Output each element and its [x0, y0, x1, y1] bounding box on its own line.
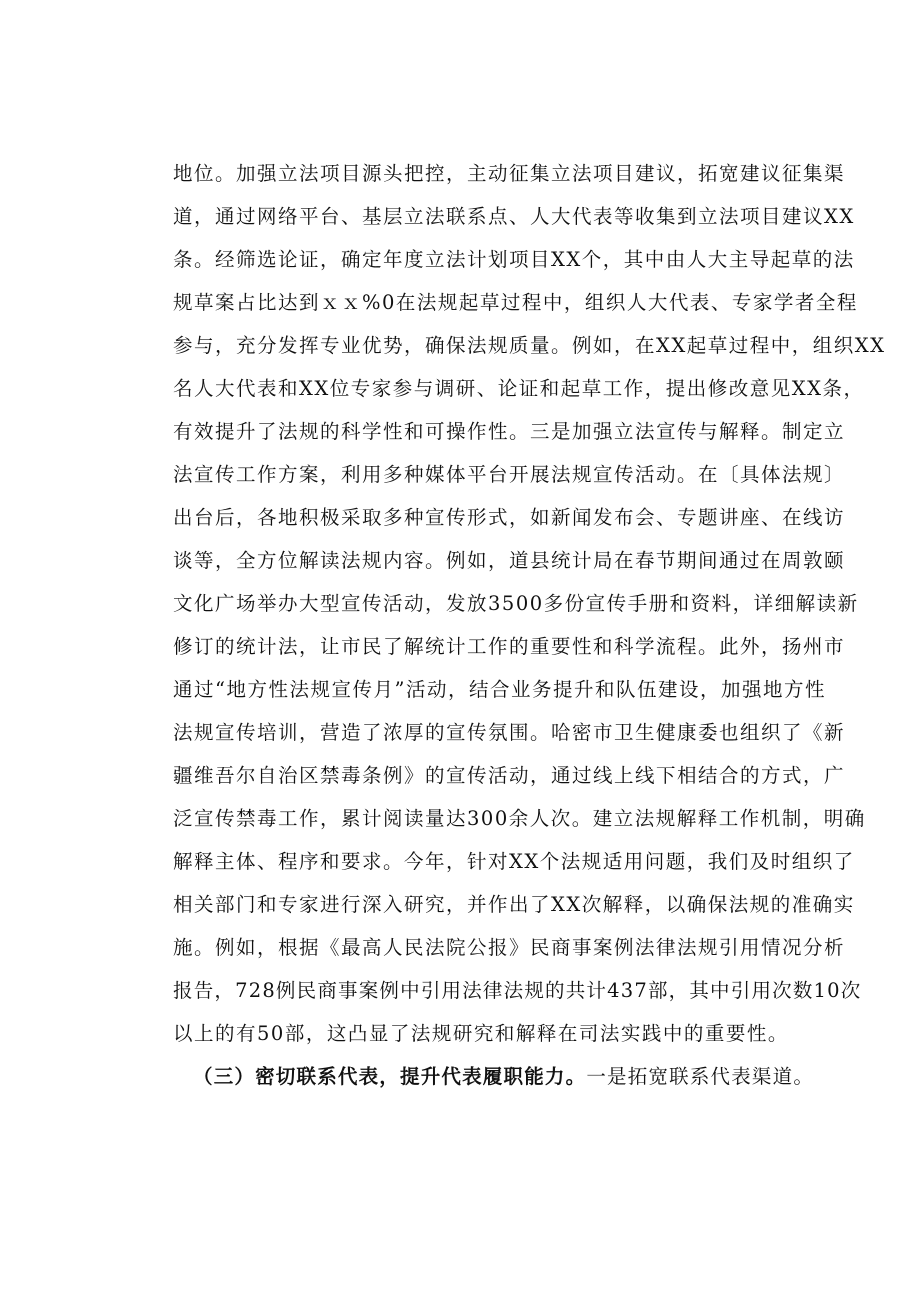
paragraph-line: 泛宣传禁毒工作，累计阅读量达300余人次。建立法规解释工作机制，明确: [173, 807, 866, 830]
paragraph-line: 修订的统计法，让市民了解统计工作的重要性和科学流程。此外，扬州市: [173, 635, 846, 658]
paragraph-line: 出台后，各地积极采取多种宣传形式，如新闻发布会、专题讲座、在线访: [173, 506, 846, 529]
paragraph-line: 施。例如，根据《最高人民法院公报》民商事案例法律法规引用情况分析: [173, 936, 846, 959]
section-heading: （三）密切联系代表，提升代表履职能力。: [193, 1065, 587, 1088]
paragraph-line: 谈等，全方位解读法规内容。例如，道县统计局在春节期间通过在周敦颐: [173, 549, 846, 572]
paragraph-line: 条。经筛选论证，确定年度立法计划项目XX个，其中由人大主导起草的法: [173, 248, 855, 271]
paragraph-line: 有效提升了法规的科学性和可操作性。三是加强立法宣传与解释。制定立: [173, 420, 846, 443]
paragraph-line: 疆维吾尔自治区禁毒条例》的宣传活动，通过线上线下相结合的方式，广: [173, 764, 846, 787]
section-heading-continuation: 一是拓宽联系代表渠道。: [586, 1065, 815, 1088]
paragraph-line: 解释主体、程序和要求。今年，针对XX个法规适用问题，我们及时组织了: [173, 850, 855, 873]
paragraph-line: 文化广场举办大型宣传活动，发放3500多份宣传手册和资料，详细解读新: [173, 592, 859, 615]
paragraph-line: 法规宣传培训，营造了浓厚的宣传氛围。哈密市卫生健康委也组织了《新: [173, 721, 846, 744]
paragraph-line: 法宣传工作方案，利用多种媒体平台开展法规宣传活动。在〔具体法规〕: [173, 463, 846, 486]
paragraph-line: 规草案占比达到ｘｘ%0在法规起草过程中，组织人大代表、专家学者全程: [173, 291, 858, 314]
paragraph-line: 以上的有50部，这凸显了法规研究和解释在司法实践中的重要性。: [173, 1022, 789, 1045]
paragraph-line: 名人大代表和XX位专家参与调研、论证和起草工作，提出修改意见XX条，: [173, 377, 865, 400]
section-heading-line: [173, 1063, 853, 1091]
paragraph-line: 参与，充分发挥专业优势，确保法规质量。例如，在XX起草过程中，组织XX: [173, 334, 886, 357]
paragraph-line: 地位。加强立法项目源头把控，主动征集立法项目建议，拓宽建议征集渠: [173, 162, 846, 185]
paragraph-line: 相关部门和专家进行深入研究，并作出了XX次解释，以确保法规的准确实: [173, 893, 855, 916]
paragraph-line: 报告，728例民商事案例中引用法律法规的共计437部，其中引用次数10次: [173, 979, 862, 1002]
paragraph-line: 通过“地方性法规宣传月”活动，结合业务提升和队伍建设，加强地方性: [173, 678, 826, 701]
paragraph-line: 道，通过网络平台、基层立法联系点、人大代表等收集到立法项目建议XX: [173, 205, 855, 228]
